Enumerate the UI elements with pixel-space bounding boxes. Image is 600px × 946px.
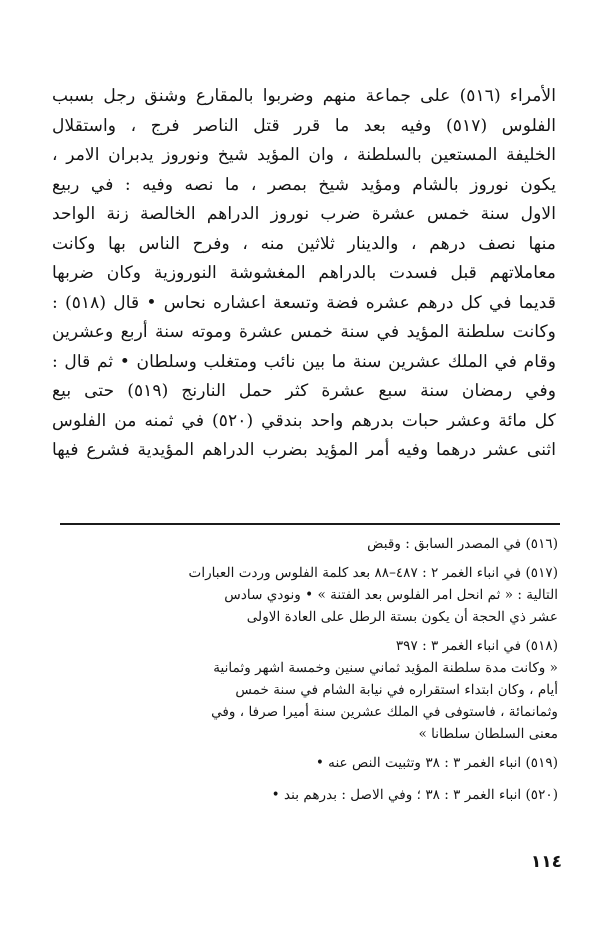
footnote-517 bbox=[48, 562, 558, 628]
main-text-line: الفلوس (٥١٧) وفيه بعد ما قرر قتل الناصر فرج ، واستقلال bbox=[52, 115, 556, 136]
footnote-line: أيام ، وكان ابتداء استقراره في نيابة الشام في سنة خمس bbox=[235, 682, 558, 698]
footnote-line: معنى السلطان سلطانا » bbox=[418, 726, 558, 742]
main-text-line: كل مائة وعشر حبات بدرهم واحد بندقي (٥٢٠) في ثمنه من الفلوس bbox=[52, 410, 556, 431]
footnote-520 bbox=[48, 784, 558, 806]
footnote-line: (٥١٧) في انباء الغمر ٢ : ٤٨٧–٨٨ بعد كلمة الفلوس وردت العبارات bbox=[188, 565, 558, 581]
main-text-line: معاملاتهم قبل فسدت بالدراهم المغشوشة النوروزية وكان ضربها bbox=[52, 263, 556, 283]
main-text-line: منها نصف درهم ، والدينار ثلاثين منه ، وفرح الناس بها وكانت bbox=[52, 233, 556, 254]
main-text-line: وفي رمضان سنة سبع عشرة كثر حمل النارنج (٥١٩) حتى بيع bbox=[52, 381, 556, 401]
main-text-line: اثنى عشر درهما وفيه أمر المؤيد بضرب الدراهم المؤيدية فشرع فيها bbox=[52, 440, 556, 460]
main-text-line: الأمراء (٥١٦) على جماعة منهم وضربوا بالمقارع وشنق رجل بسبب bbox=[52, 86, 556, 106]
main-text-line: وكانت سلطنة المؤيد في سنة خمس عشرة وموته سنة أربع وعشرين bbox=[52, 322, 556, 342]
main-text-line: الخليفة المستعين بالسلطنة ، وان المؤيد شيخ ونوروز يدبران الامر ، bbox=[52, 145, 556, 165]
main-text-line: قديما في كل درهم عشره فضة وتسعة اعشاره نحاس • قال (٥١٨) : bbox=[52, 292, 556, 313]
footnote-line: عشر ذي الحجة أن يكون بستة الرطل على العادة الاولى bbox=[246, 609, 558, 625]
footnote-519 bbox=[48, 752, 558, 774]
footnote-line: وثمانمائة ، فاستوفى في الملك عشرين سنة أميرا صرفا ، وفي bbox=[211, 704, 558, 720]
main-text-line: وقام في الملك عشرين سنة ما بين نائب ومتغلب وسلطان • ثم قال : bbox=[52, 351, 556, 372]
footnotes-block bbox=[48, 533, 558, 813]
footnote-line: « وكانت مدة سلطنة المؤيد ثماني سنين وخمسة اشهر وثمانية bbox=[213, 660, 558, 676]
footnote-line: التالية : « ثم انحل امر الفلوس بعد الفتنة » • ونودي سادس bbox=[224, 587, 558, 603]
footnote-516 bbox=[48, 533, 558, 555]
main-text-line: يكون نوروز بالشام ومؤيد شيخ بمصر ، ما نصه وفيه : في ربيع bbox=[52, 174, 556, 195]
footnote-line: (٥٢٠) انباء الغمر ٣ : ٣٨ ؛ وفي الاصل : بدرهم بند • bbox=[271, 787, 558, 803]
footnote-518 bbox=[48, 635, 558, 745]
footnote-line: (٥١٩) انباء الغمر ٣ : ٣٨ وتثبيت النص عنه • bbox=[315, 755, 558, 771]
main-text-line: الاول سنة خمس عشرة ضرب نوروز الدراهم الخالصة زنة الواحد bbox=[52, 204, 556, 224]
footnote-line: (٥١٦) في المصدر السابق : وقبض bbox=[367, 536, 558, 552]
page-number: ١١٤ bbox=[530, 852, 562, 872]
footnote-divider bbox=[60, 523, 560, 525]
footnote-line: (٥١٨) في انباء الغمر ٣ : ٣٩٧ bbox=[395, 638, 558, 654]
main-text-block bbox=[52, 82, 556, 466]
